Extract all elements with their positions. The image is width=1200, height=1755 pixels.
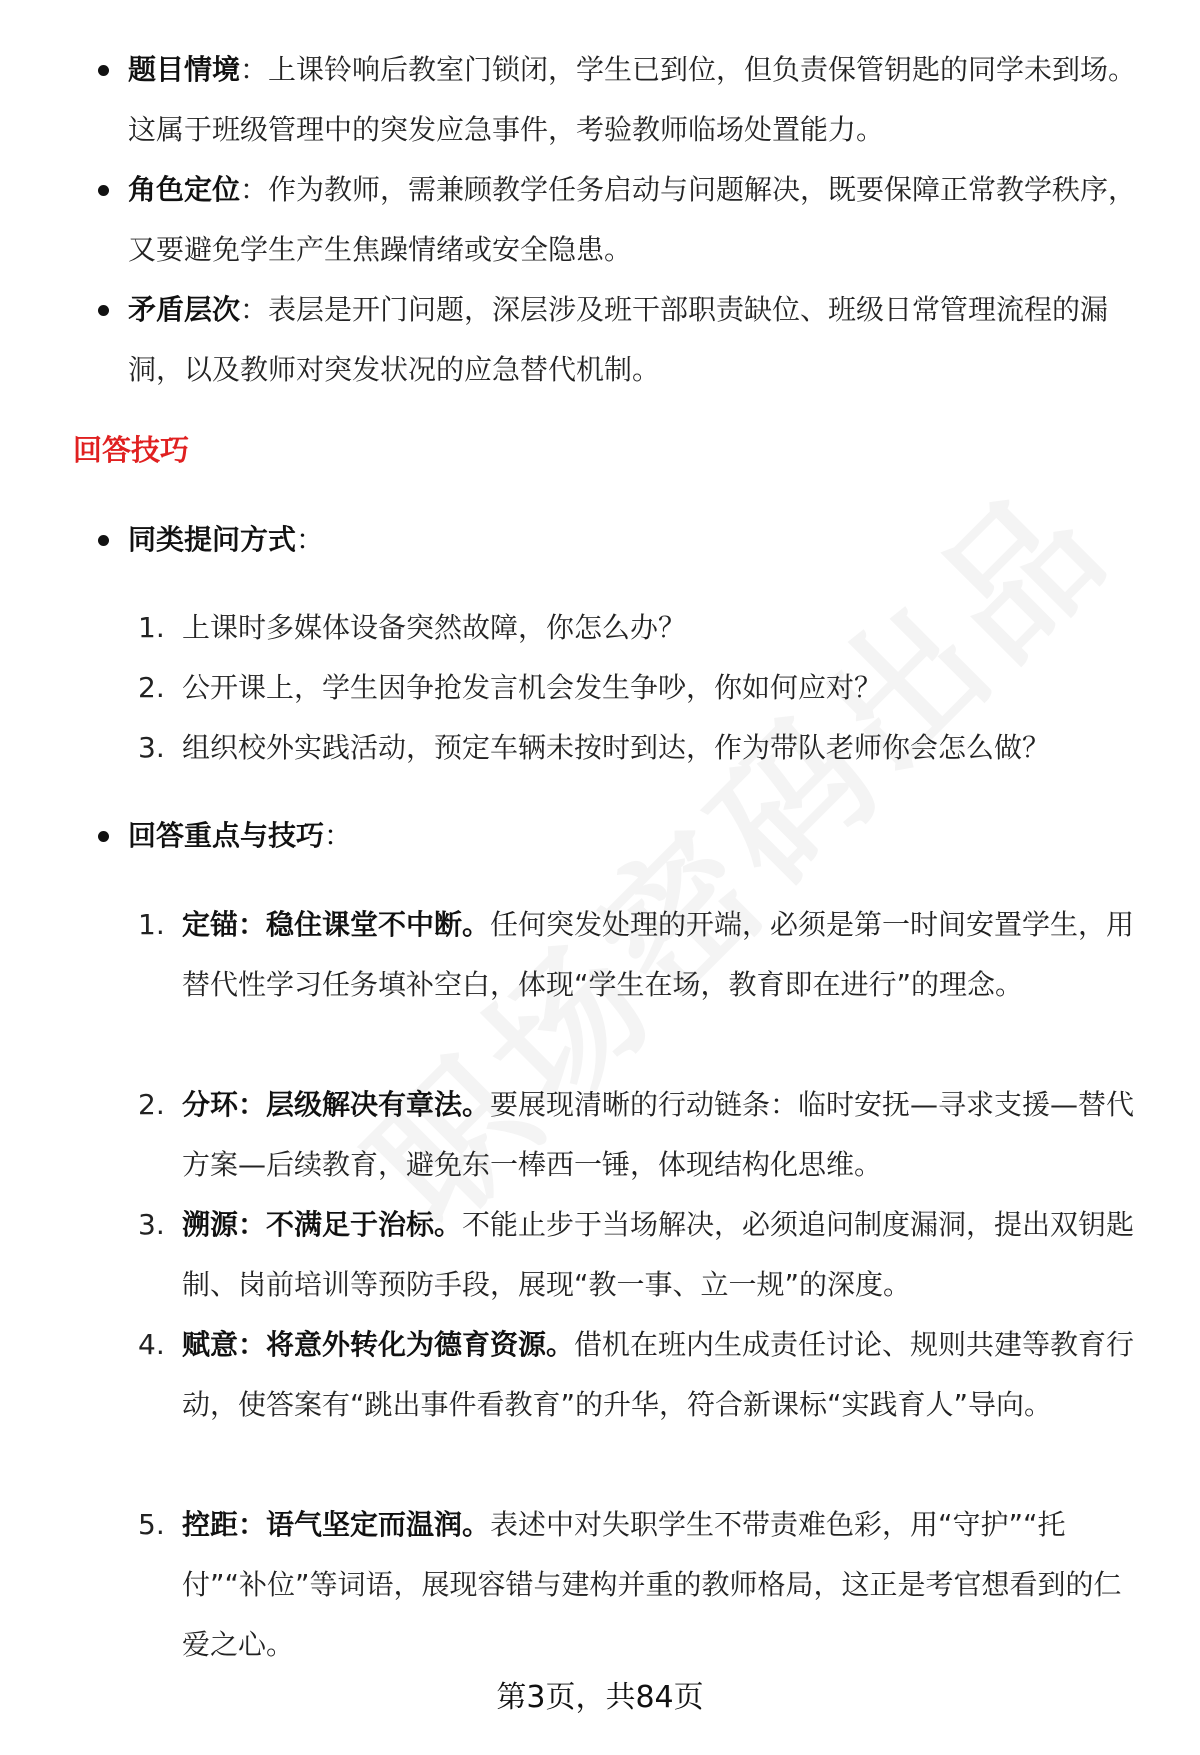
key-point-title: 控距：语气坚定而温润。 (182, 1508, 491, 1541)
key-point-text: 借机在班内生成责任讨论、规则共建等教育行动，使答案有“跳出事件看教育”的升华，符合新课标“实践育人”导向。 (182, 1328, 1135, 1421)
list-number: 3. (138, 1208, 165, 1241)
bullet-dot (98, 185, 109, 196)
bullet-item-conflict: 矛盾层次：表层是开门问题，深层涉及班干部职责缺位、班级日常管理流程的漏洞，以及教师对突发状况的应急替代机制。 (98, 280, 1143, 390)
bullet-dot (98, 305, 109, 316)
list-item (138, 895, 1143, 1075)
key-point-title: 溯源：不满足于治标。 (182, 1208, 463, 1241)
list-number: 1. (138, 611, 165, 644)
list-number: 2. (138, 671, 165, 704)
key-point-title: 定锚：稳住课堂不中断。 (182, 908, 491, 941)
list-item (138, 1075, 1143, 1195)
bullet-title: 矛盾层次 (128, 293, 241, 326)
similar-questions-heading: 同类提问方式： (128, 523, 325, 556)
list-item (138, 598, 1143, 658)
bullet-item-role: 角色定位：作为教师，需兼顾教学任务启动与问题解决，既要保障正常教学秩序，又要避免学生产生焦躁情绪或安全隐患。 (98, 160, 1143, 270)
list-text: 公开课上，学生因争抢发言机会发生争吵，你如何应对？ (182, 671, 883, 704)
key-point-text: 任何突发处理的开端，必须是第一时间安置学生，用替代性学习任务填补空白，体现“学生在场，教育即在进行”的理念。 (182, 908, 1135, 1001)
bullet-body: 上课铃响后教室门锁闭，学生已到位，但负责保管钥匙的同学未到场。这属于班级管理中的突发应急事件，考验教师临场处置能力。 (128, 53, 1137, 146)
key-point-text: 表述中对失职学生不带责难色彩，用“守护”“托付”“补位”等词语，展现容错与建构并重的教师格局，这正是考官想看到的仁爱之心。 (182, 1508, 1122, 1661)
list-item (138, 1195, 1143, 1315)
key-point-text: 不能止步于当场解决，必须追问制度漏洞，提出双钥匙制、岗前培训等预防手段，展现“教一事、立一规”的深度。 (182, 1208, 1135, 1301)
list-number: 1. (138, 908, 165, 941)
key-point-text: 要展现清晰的行动链条：临时安抚—寻求支援—替代方案—后续教育，避免东一棒西一锤，体现结构化思维。 (182, 1088, 1135, 1181)
list-text: 上课时多媒体设备突然故障，你怎么办？ (182, 611, 687, 644)
list-number: 4. (138, 1328, 165, 1361)
bullet-title: 角色定位 (128, 173, 241, 206)
key-points-heading: 回答重点与技巧： (128, 819, 353, 852)
list-item (138, 658, 1143, 718)
list-item (138, 718, 1143, 778)
bullet-body: 表层是开门问题，深层涉及班干部职责缺位、班级日常管理流程的漏洞，以及教师对突发状况的应急替代机制。 (128, 293, 1109, 386)
section-heading: 回答技巧 (73, 433, 190, 467)
bullet-dot (98, 535, 109, 546)
bullet-title: 题目情境 (128, 53, 241, 86)
page-number-footer: 第3页，共84页 (496, 1680, 704, 1715)
key-point-title: 赋意：将意外转化为德育资源。 (182, 1328, 575, 1361)
bullet-dot (98, 65, 109, 76)
list-number: 3. (138, 731, 165, 764)
list-item (138, 1495, 1143, 1675)
bullet-dot (98, 831, 109, 842)
list-item (138, 1315, 1143, 1495)
key-point-title: 分环：层级解决有章法。 (182, 1088, 491, 1121)
bullet-item-scenario: 题目情境：上课铃响后教室门锁闭，学生已到位，但负责保管钥匙的同学未到场。这属于班级管理中的突发应急事件，考验教师临场处置能力。 (98, 40, 1143, 150)
list-text: 组织校外实践活动，预定车辆未按时到达，作为带队老师你会怎么做？ (182, 731, 1051, 764)
bullet-body: 作为教师，需兼顾教学任务启动与问题解决，既要保障正常教学秩序，又要避免学生产生焦躁情绪或安全隐患。 (128, 173, 1137, 266)
list-number: 2. (138, 1088, 165, 1121)
list-number: 5. (138, 1508, 165, 1541)
